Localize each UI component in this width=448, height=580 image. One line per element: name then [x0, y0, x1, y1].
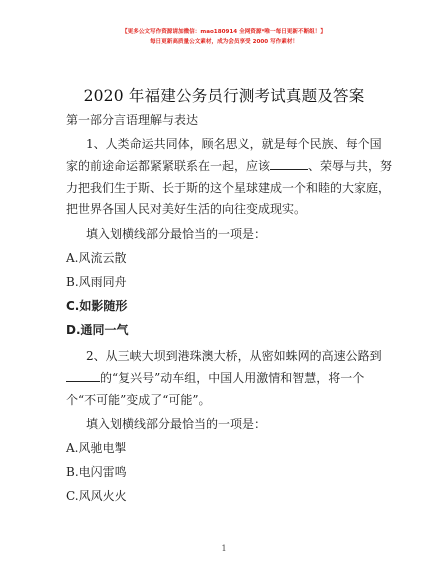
q2-option-b: B.电闪雷鸣 [66, 465, 127, 479]
document-title: 2020 年福建公务员行测考试真题及答案 [83, 87, 365, 105]
q1-text-line-2 [66, 158, 392, 174]
q1-text-line-2b: 、荣辱与共，努 [308, 159, 393, 173]
q2-text-line-2b: 的“复兴号”动车组，中国人用激情和智慧，将一个 [100, 371, 365, 385]
section-heading: 第一部分言语理解与表达 [66, 113, 199, 127]
q1-option-b: B.风雨同舟 [66, 275, 127, 289]
q2-option-c: C.风风火火 [66, 489, 127, 503]
q1-option-a: A.风流云散 [66, 251, 127, 265]
q1-option-d: D.通同一气 [66, 323, 129, 337]
q2-text-line-1: 2、从三峡大坝到港珠澳大桥，从密如蛛网的高速公路到 [86, 349, 382, 363]
page-number: 1 [221, 544, 227, 553]
q1-option-c: C.如影随形 [66, 299, 128, 313]
q2-option-a: A.风驰电掣 [66, 441, 127, 455]
q1-blank [270, 158, 308, 170]
q2-blank [66, 370, 100, 382]
q1-text-line-3: 力把我们生于斯、长于斯的这个星球建成一个和睦的大家庭， [66, 181, 391, 195]
q1-text-line-4: 把世界各国人民对美好生活的向往变成现实。 [66, 202, 307, 216]
promo-banner-line-1: 【更多公文写作资源请加微信：mao180914 全网资源*唯一每日更新不断组！】 [122, 29, 326, 35]
q1-text-line-1: 1、人类命运共同体，顾名思义，就是每个民族、每个国 [86, 137, 382, 151]
q1-text-line-2a: 家的前途命运都紧紧联系在一起，应该 [66, 159, 271, 173]
q1-prompt: 填入划横线部分最恰当的一项是： [86, 227, 267, 241]
q2-text-line-2 [66, 370, 364, 386]
promo-banner-line-2: 每日更新高质量公文素材，成为会员享受 2000 写作素材！ [149, 39, 299, 45]
q2-text-line-3: 个“不可能”变成了“可能”。 [66, 393, 211, 407]
q2-prompt: 填入划横线部分最恰当的一项是： [86, 417, 267, 431]
